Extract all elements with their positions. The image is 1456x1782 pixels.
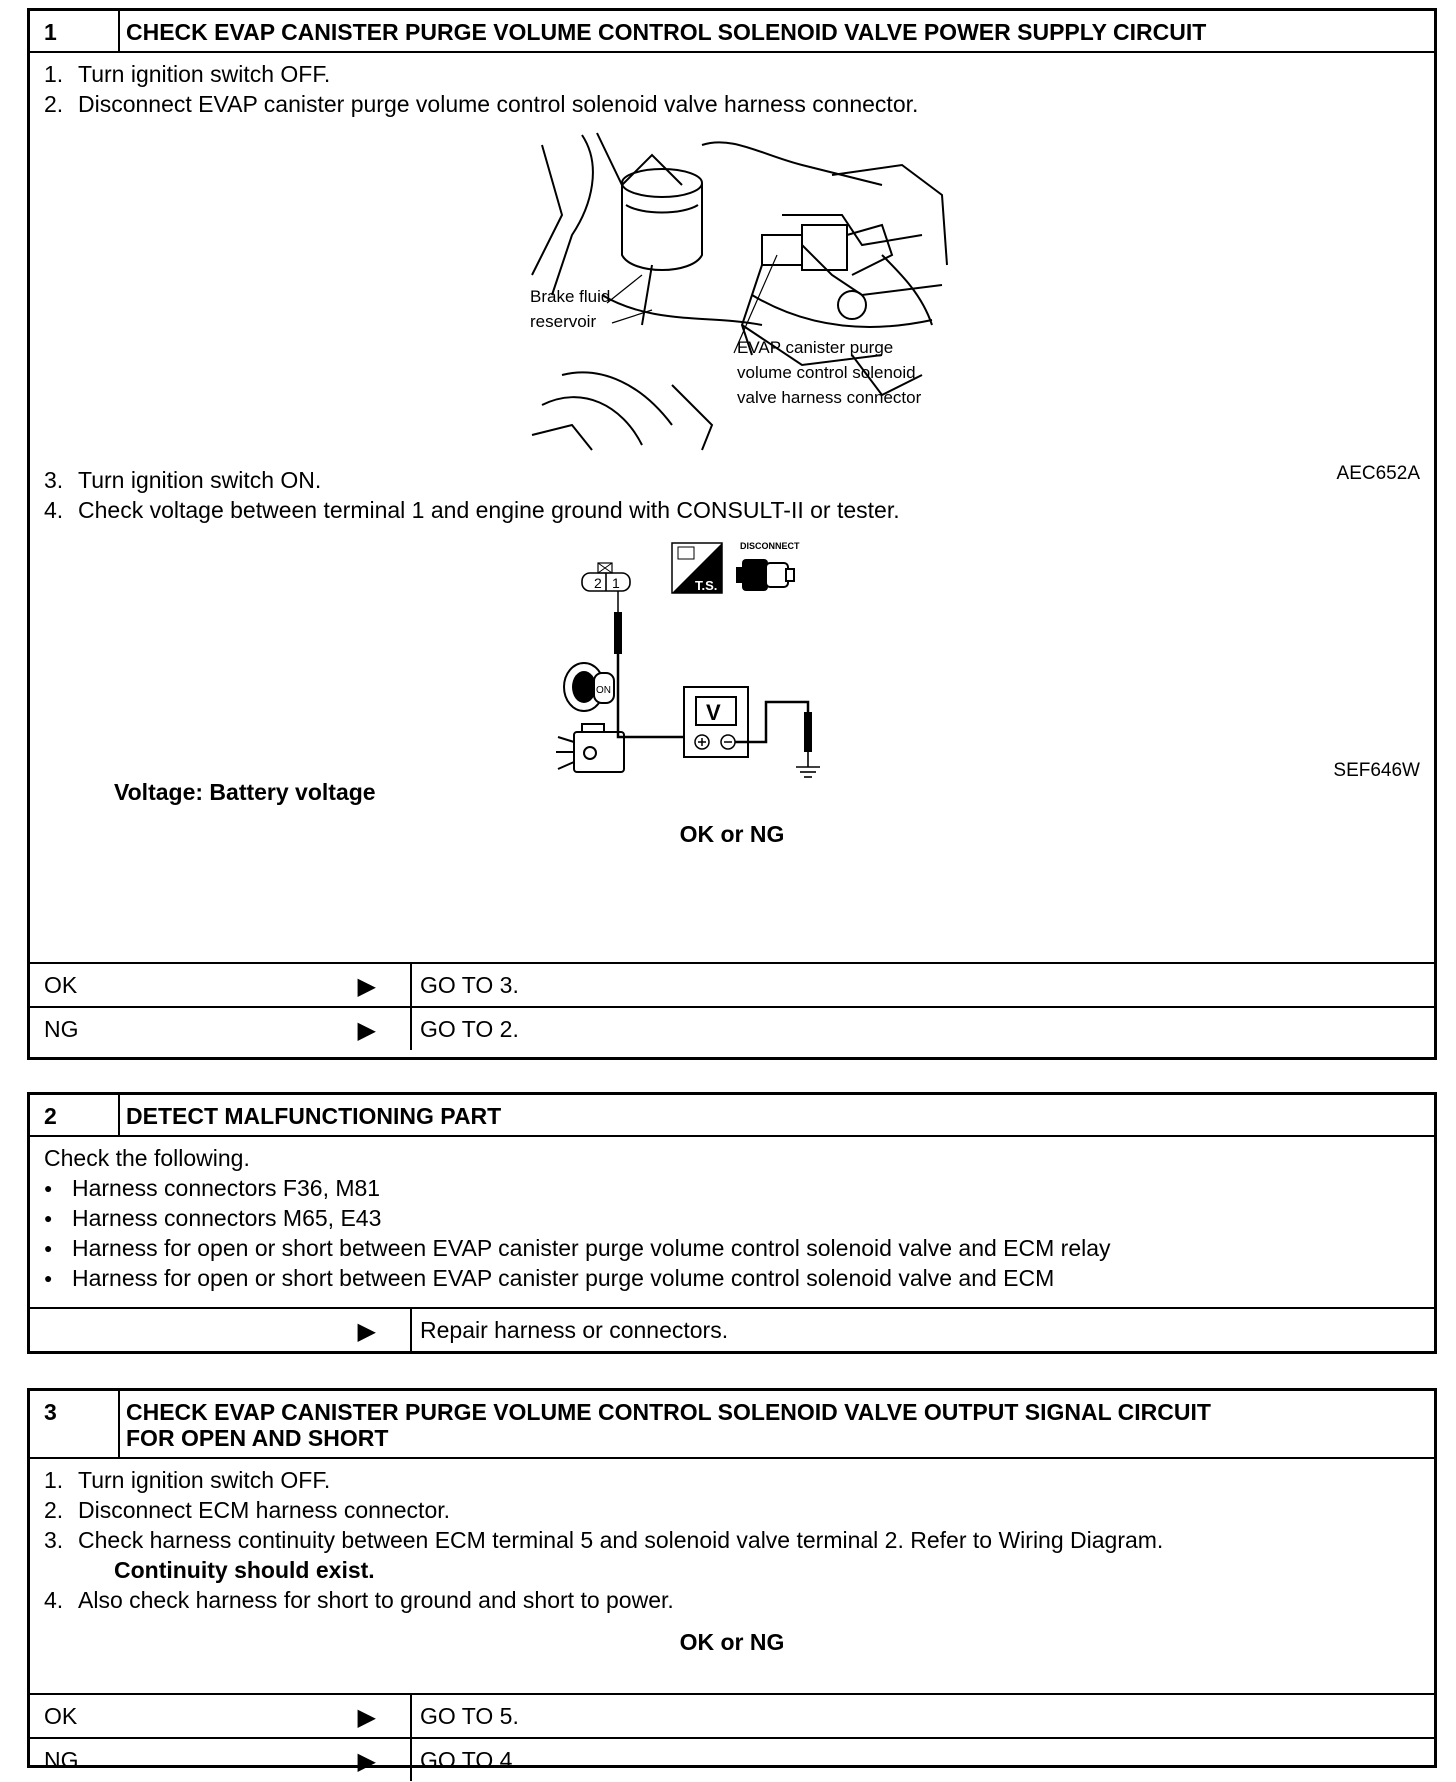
step-title [120,1391,1434,1457]
result-label: OK [44,1703,78,1729]
step-3-header [30,1391,1434,1459]
ok-or-ng-label: OK or NG [679,821,785,847]
result-action: GO TO 2. [420,1016,519,1042]
instruction: 2. Disconnect EVAP canister purge volume control solenoid valve harness connector. [44,91,919,117]
step-1-body [30,53,1434,962]
engine-icon [556,724,624,772]
result-row-ok [30,962,1434,1006]
figure-ref: AEC652A [1336,463,1420,484]
figure-ref: SEF646W [1333,760,1420,781]
step-2-body [30,1137,1434,1307]
engine-bay-illustration [502,125,962,455]
arrow-icon: ▶ [357,1704,376,1731]
connector-icon [582,563,630,591]
step-number: 1 [30,11,120,51]
step-title: DETECT MALFUNCTIONING PART [126,1103,502,1129]
instruction: 3. Check harness continuity between ECM terminal 5 and solenoid valve terminal 2. Refer to Wiring Diagram. [44,1527,1164,1553]
step-3-body [30,1459,1434,1693]
evap-label-line3: valve harness connector [737,388,922,407]
brake-label-line2: reservoir [530,312,597,331]
step-1-header [30,11,1434,53]
list-item: ● Harness connectors F36, M81 [44,1173,1420,1203]
arrow-icon: ▶ [357,1017,376,1044]
list-item: ● Harness for open or short between EVAP canister purge volume control solenoid valve and ECM [44,1263,1420,1293]
result-row-ng [30,1006,1434,1050]
voltage-check-diagram [552,537,912,797]
list-item: ● Harness connectors M65, E43 [44,1203,1420,1233]
brake-label-line1: Brake fluid [530,287,611,306]
evap-label-line2: volume control solenoid [737,363,916,382]
step-2-block [27,1092,1437,1354]
instruction: 1. Turn ignition switch OFF. [44,1467,331,1493]
result-label: NG [44,1747,79,1773]
svg-text:T.S.: T.S. [695,578,718,593]
result-row-ok [30,1693,1434,1737]
step-title-line2: FOR OPEN AND SHORT [126,1425,389,1451]
step-number: 3 [30,1391,120,1457]
step-number: 2 [30,1095,120,1135]
svg-text:DISCONNECT: DISCONNECT [740,541,800,551]
svg-text:1: 1 [612,575,620,591]
disconnect-icon [736,541,800,591]
instruction: 4. Check voltage between terminal 1 and engine ground with CONSULT-II or tester. [44,497,900,523]
arrow-icon: ▶ [357,1748,376,1775]
result-action: GO TO 3. [420,972,519,998]
ok-or-ng-label: OK or NG [679,1629,785,1655]
result-row-ng [30,1737,1434,1781]
evap-label-line1: EVAP canister purge [737,338,894,357]
arrow-icon: ▶ [357,1318,376,1345]
list-item: ● Harness for open or short between EVAP canister purge volume control solenoid valve and ECM relay [44,1233,1420,1263]
instruction: 4. Also check harness for short to ground and short to power. [44,1587,674,1613]
result-label: OK [44,972,78,998]
instruction: 2. Disconnect ECM harness connector. [44,1497,451,1523]
spec-text: Continuity should exist. [114,1557,375,1583]
arrow-icon: ▶ [357,973,376,1000]
step-title: CHECK EVAP CANISTER PURGE VOLUME CONTROL SOLENOID VALVE POWER SUPPLY CIRCUIT [126,19,1207,45]
step-title-line1: CHECK EVAP CANISTER PURGE VOLUME CONTROL SOLENOID VALVE OUTPUT SIGNAL CIRCUIT [126,1399,1211,1425]
instruction: 3. Turn ignition switch ON. [44,467,322,493]
ignition-on-icon [564,663,614,711]
result-label: NG [44,1016,79,1042]
intro-text: Check the following. [44,1145,250,1171]
spec-text: Voltage: Battery voltage [114,779,376,805]
result-row [30,1307,1434,1351]
svg-text:ON: ON [596,685,611,696]
svg-text:2: 2 [594,575,602,591]
result-action: GO TO 5. [420,1703,519,1729]
result-action: GO TO 4. [420,1747,519,1773]
ground-icon [796,752,820,777]
step-1-block [27,8,1437,1060]
ts-icon [672,543,722,593]
step-2-header [30,1095,1434,1137]
step-3-block [27,1388,1437,1775]
svg-text:V: V [706,700,721,725]
instruction: 1. Turn ignition switch OFF. [44,61,331,87]
result-action: Repair harness or connectors. [420,1317,729,1343]
voltmeter-icon [684,687,748,757]
